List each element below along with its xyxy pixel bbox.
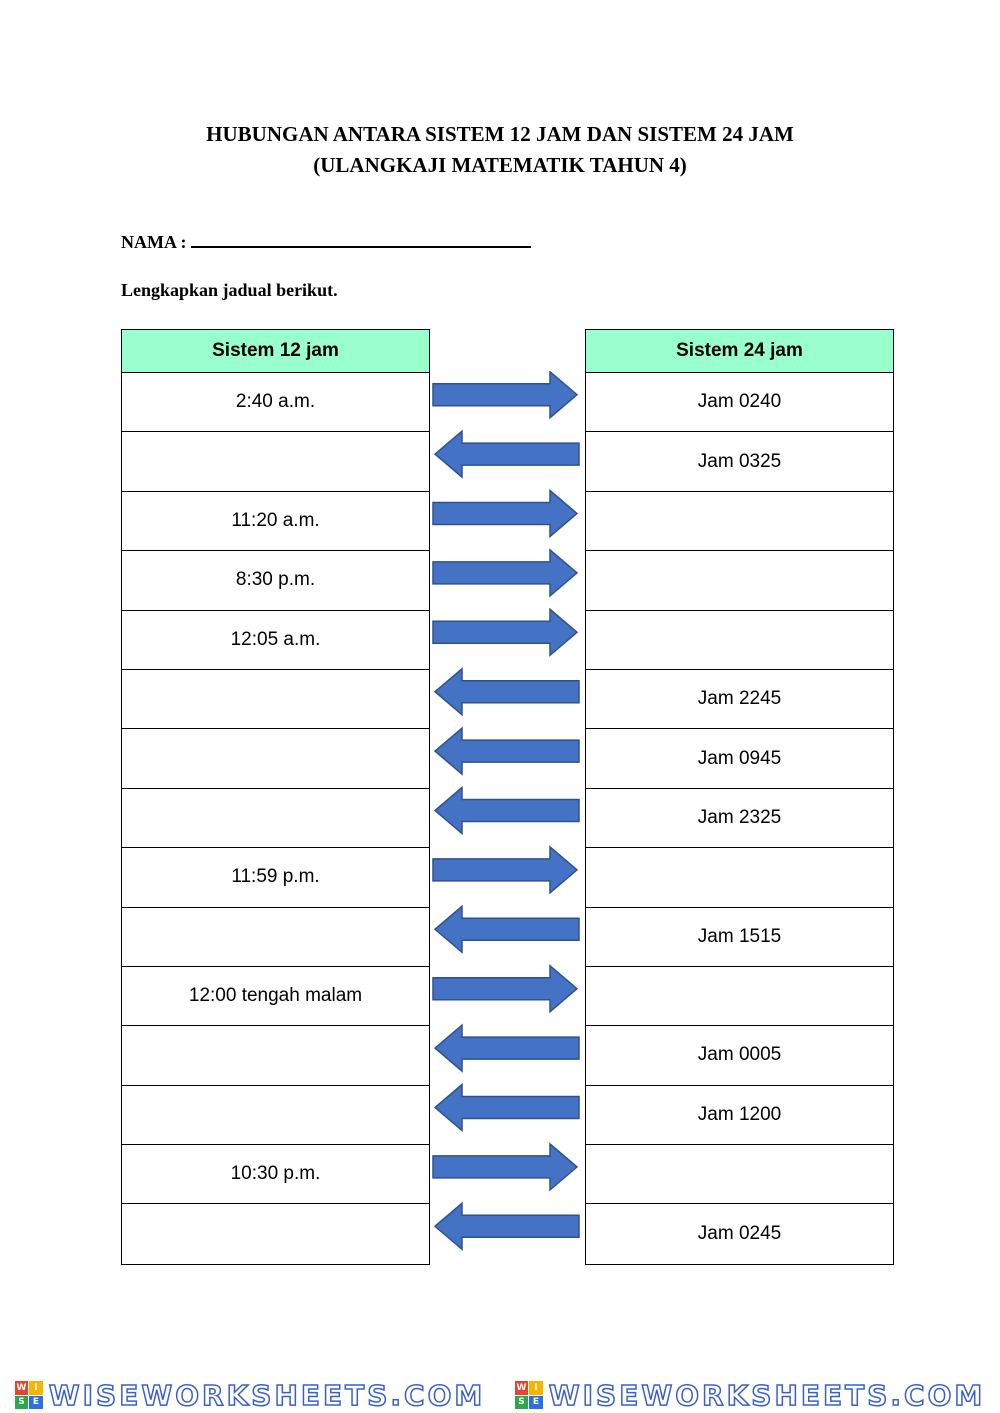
brand-text: WISEWORKSHEETS.COM (48, 1378, 486, 1412)
cell-24-hour: Jam 2325 (586, 789, 893, 848)
cell-24-hour[interactable] (586, 848, 893, 907)
arrow-right-icon (433, 372, 577, 418)
column-24-hour (585, 329, 894, 1265)
cell-12-hour: 11:59 p.m. (122, 848, 429, 907)
arrow-right-icon (433, 847, 577, 893)
logo-icon: W I S E (515, 1381, 543, 1409)
name-label: NAMA : (121, 232, 187, 252)
arrow-column (430, 371, 585, 1262)
arrow-left-icon (435, 1085, 579, 1131)
cell-12-hour: 10:30 p.m. (122, 1145, 429, 1204)
cell-24-hour: Jam 0945 (586, 729, 893, 788)
brand-mark-2 (515, 1379, 986, 1412)
brand-mark-1 (15, 1379, 486, 1412)
arrow-right-icon (433, 550, 577, 596)
cell-24-hour[interactable] (586, 492, 893, 551)
header-24-hour: Sistem 24 jam (586, 330, 893, 373)
cell-12-hour: 8:30 p.m. (122, 551, 429, 610)
cell-24-hour: Jam 0245 (697, 1223, 782, 1245)
arrow-left-icon (435, 431, 579, 477)
cell-12-hour[interactable] (122, 729, 429, 788)
cell-24-hour[interactable] (586, 611, 893, 670)
arrow-left-icon (435, 728, 579, 774)
cell-12-hour: 12:00 tengah malam (122, 967, 429, 1026)
arrow-left-icon (435, 669, 579, 715)
arrow-right-icon (433, 609, 577, 655)
arrow-right-icon (433, 966, 577, 1012)
cell-12-hour[interactable] (122, 1204, 429, 1263)
arrow-left-icon (435, 1025, 579, 1071)
cell-12-hour[interactable] (122, 432, 429, 491)
logo-icon: W I S E (15, 1381, 43, 1409)
name-field-row (121, 228, 531, 253)
cell-24-hour: Jam 2245 (586, 670, 893, 729)
cell-12-hour: 12:05 a.m. (122, 611, 429, 670)
cell-24-hour: Jam 0325 (586, 432, 893, 491)
cell-24-hour: Jam 1515 (586, 908, 893, 967)
worksheet-subtitle: (ULANGKAJI MATEMATIK TAHUN 4) (313, 153, 687, 177)
cell-24-hour[interactable] (586, 967, 893, 1026)
brand-text: WISEWORKSHEETS.COM (548, 1378, 986, 1412)
column-12-hour (121, 329, 430, 1265)
cell-12-hour[interactable] (122, 908, 429, 967)
cell-12-hour: 2:40 a.m. (122, 373, 429, 432)
instruction-text: Lengkapkan jadual berikut. (121, 280, 338, 300)
arrow-left-icon (435, 1203, 579, 1249)
header-12-hour: Sistem 12 jam (122, 330, 429, 373)
footer-watermark (0, 1377, 1000, 1413)
cell-12-hour[interactable] (122, 670, 429, 729)
arrow-right-icon (433, 491, 577, 537)
cell-24-hour[interactable] (586, 1145, 893, 1204)
arrow-left-icon (435, 788, 579, 834)
arrow-right-icon (433, 1144, 577, 1190)
cell-12-hour: 11:20 a.m. (122, 492, 429, 551)
cell-24-hour: Jam 0240 (586, 373, 893, 432)
arrow-left-icon (435, 906, 579, 952)
cell-24-hour: Jam 1200 (586, 1086, 893, 1145)
cell-24-hour[interactable] (586, 551, 893, 610)
cell-12-hour[interactable] (122, 1086, 429, 1145)
name-blank-line[interactable] (191, 228, 531, 248)
cell-12-hour[interactable] (122, 1026, 429, 1085)
worksheet-title: HUBUNGAN ANTARA SISTEM 12 JAM DAN SISTEM 24 JAM (206, 122, 794, 146)
cell-24-hour: Jam 0005 (586, 1026, 893, 1085)
cell-12-hour[interactable] (122, 789, 429, 848)
